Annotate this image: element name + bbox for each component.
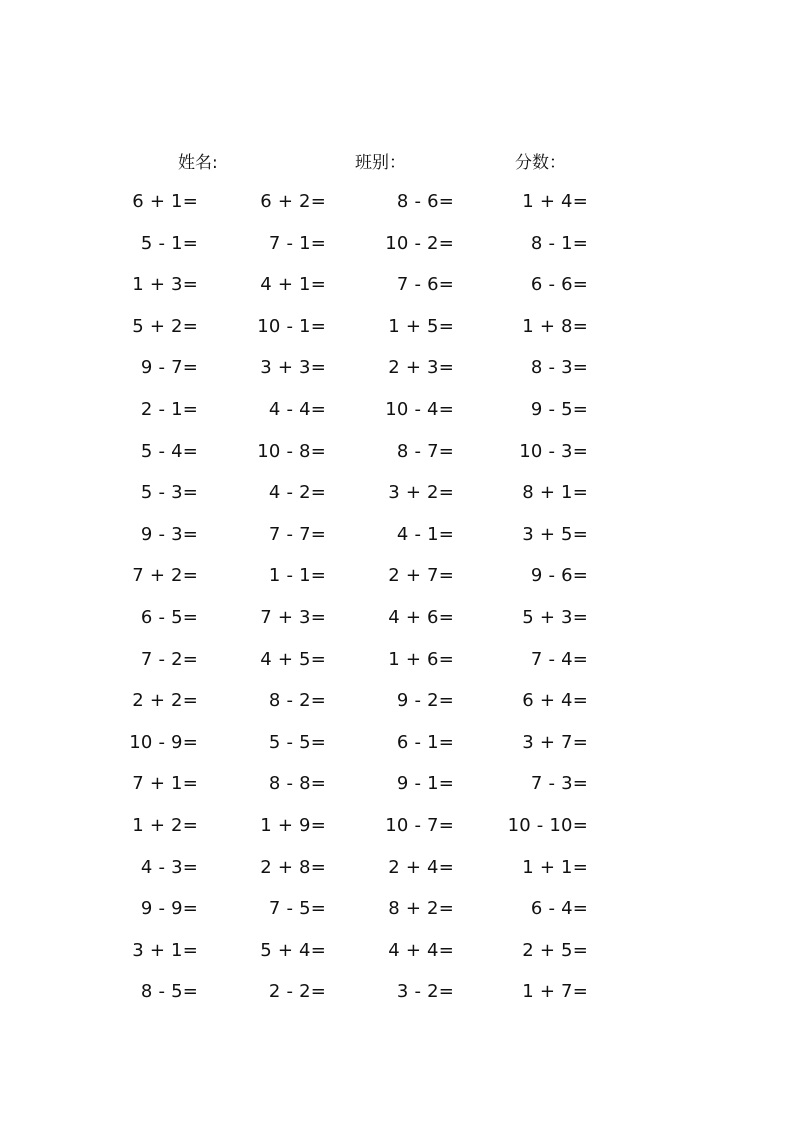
arithmetic-problem: 9 - 3=	[140, 523, 198, 545]
arithmetic-problem: 8 - 5=	[140, 981, 198, 1003]
arithmetic-problem: 5 - 3=	[140, 482, 198, 504]
arithmetic-problem: 5 - 1=	[140, 232, 198, 254]
problem-row	[0, 606, 794, 648]
arithmetic-problem: 1 - 1=	[268, 565, 326, 587]
arithmetic-problem: 5 + 4=	[260, 939, 326, 961]
arithmetic-problem: 1 + 1=	[522, 856, 588, 878]
problem-row	[0, 481, 794, 523]
arithmetic-problem: 8 + 1=	[522, 482, 588, 504]
arithmetic-problem: 1 + 7=	[522, 981, 588, 1003]
arithmetic-problem: 2 + 4=	[388, 856, 454, 878]
arithmetic-problem: 1 + 3=	[132, 274, 198, 296]
arithmetic-problem: 2 + 2=	[132, 690, 198, 712]
arithmetic-problem: 2 + 5=	[522, 939, 588, 961]
arithmetic-problem: 9 - 6=	[530, 565, 588, 587]
arithmetic-problem: 5 - 5=	[268, 731, 326, 753]
arithmetic-problem: 1 + 8=	[522, 315, 588, 337]
arithmetic-problem: 4 + 6=	[388, 606, 454, 628]
arithmetic-problem: 4 + 5=	[260, 648, 326, 670]
arithmetic-problem: 4 - 4=	[268, 398, 326, 420]
arithmetic-problem: 8 - 1=	[530, 232, 588, 254]
arithmetic-problem: 6 - 5=	[140, 606, 198, 628]
arithmetic-problem: 5 - 4=	[140, 440, 198, 462]
arithmetic-problem: 7 - 4=	[530, 648, 588, 670]
arithmetic-problem: 7 + 3=	[260, 606, 326, 628]
problem-row	[0, 856, 794, 898]
arithmetic-problem: 10 - 2=	[385, 232, 454, 254]
arithmetic-problem: 7 - 7=	[268, 523, 326, 545]
problem-row	[0, 440, 794, 482]
problem-row	[0, 772, 794, 814]
arithmetic-problem: 10 - 9=	[129, 731, 198, 753]
problem-row	[0, 190, 794, 232]
problem-row	[0, 939, 794, 981]
problem-row	[0, 814, 794, 856]
arithmetic-problem: 7 - 5=	[268, 898, 326, 920]
arithmetic-problem: 10 - 7=	[385, 814, 454, 836]
arithmetic-problem: 10 - 1=	[257, 315, 326, 337]
arithmetic-problem: 8 - 8=	[268, 773, 326, 795]
arithmetic-problem: 8 - 2=	[268, 690, 326, 712]
arithmetic-problem: 7 - 3=	[530, 773, 588, 795]
arithmetic-problem: 7 - 1=	[268, 232, 326, 254]
arithmetic-problem: 9 - 1=	[396, 773, 454, 795]
arithmetic-problem: 3 + 7=	[522, 731, 588, 753]
arithmetic-problem: 1 + 5=	[388, 315, 454, 337]
arithmetic-problem: 8 - 3=	[530, 357, 588, 379]
problem-row	[0, 273, 794, 315]
arithmetic-problem: 2 + 7=	[388, 565, 454, 587]
arithmetic-problem: 3 + 2=	[388, 482, 454, 504]
arithmetic-problem: 1 + 2=	[132, 814, 198, 836]
class-label: 班别：	[355, 153, 406, 173]
problem-row	[0, 398, 794, 440]
arithmetic-problem: 6 + 1=	[132, 191, 198, 212]
score-label: 分数：	[515, 153, 566, 173]
problem-row	[0, 648, 794, 690]
arithmetic-problem: 10 - 3=	[519, 440, 588, 462]
problem-row	[0, 689, 794, 731]
arithmetic-problem: 8 + 2=	[388, 898, 454, 920]
arithmetic-problem: 1 + 4=	[522, 191, 588, 212]
arithmetic-problem: 10 - 10=	[507, 814, 588, 836]
arithmetic-problem: 6 - 6=	[530, 274, 588, 296]
arithmetic-problem: 7 + 2=	[132, 565, 198, 587]
arithmetic-problem: 4 + 1=	[260, 274, 326, 296]
problem-row	[0, 523, 794, 565]
problem-row	[0, 980, 794, 1022]
arithmetic-problem: 4 - 3=	[140, 856, 198, 878]
arithmetic-problem: 6 + 2=	[260, 191, 326, 212]
arithmetic-problem: 9 - 5=	[530, 398, 588, 420]
arithmetic-problem: 2 + 3=	[388, 357, 454, 379]
arithmetic-problem: 4 + 4=	[388, 939, 454, 961]
arithmetic-problem: 10 - 8=	[257, 440, 326, 462]
arithmetic-problem: 6 - 1=	[396, 731, 454, 753]
problem-row	[0, 731, 794, 773]
arithmetic-problem: 9 - 9=	[140, 898, 198, 920]
arithmetic-problem: 7 - 2=	[140, 648, 198, 670]
arithmetic-problem: 9 - 2=	[396, 690, 454, 712]
arithmetic-problem: 5 + 2=	[132, 315, 198, 337]
arithmetic-problem: 8 - 6=	[396, 191, 454, 212]
arithmetic-problem: 7 - 6=	[396, 274, 454, 296]
problem-row	[0, 564, 794, 606]
arithmetic-problem: 3 + 3=	[260, 357, 326, 379]
arithmetic-problem: 10 - 4=	[385, 398, 454, 420]
arithmetic-problem: 6 - 4=	[530, 898, 588, 920]
arithmetic-problem: 4 - 2=	[268, 482, 326, 504]
arithmetic-problem: 3 + 5=	[522, 523, 588, 545]
arithmetic-problem: 3 + 1=	[132, 939, 198, 961]
arithmetic-problem: 1 + 6=	[388, 648, 454, 670]
problem-row	[0, 232, 794, 274]
arithmetic-problem: 9 - 7=	[140, 357, 198, 379]
arithmetic-problem: 5 + 3=	[522, 606, 588, 628]
problem-row	[0, 897, 794, 939]
problem-grid	[0, 190, 794, 1022]
problem-row	[0, 356, 794, 398]
arithmetic-problem: 7 + 1=	[132, 773, 198, 795]
arithmetic-problem: 6 + 4=	[522, 690, 588, 712]
arithmetic-problem: 1 + 9=	[260, 814, 326, 836]
problem-row	[0, 315, 794, 357]
arithmetic-problem: 8 - 7=	[396, 440, 454, 462]
arithmetic-problem: 4 - 1=	[396, 523, 454, 545]
worksheet-header	[0, 148, 794, 172]
arithmetic-problem: 2 + 8=	[260, 856, 326, 878]
arithmetic-problem: 2 - 1=	[140, 398, 198, 420]
arithmetic-problem: 2 - 2=	[268, 981, 326, 1003]
arithmetic-problem: 3 - 2=	[396, 981, 454, 1003]
name-label: 姓名:	[178, 153, 218, 173]
